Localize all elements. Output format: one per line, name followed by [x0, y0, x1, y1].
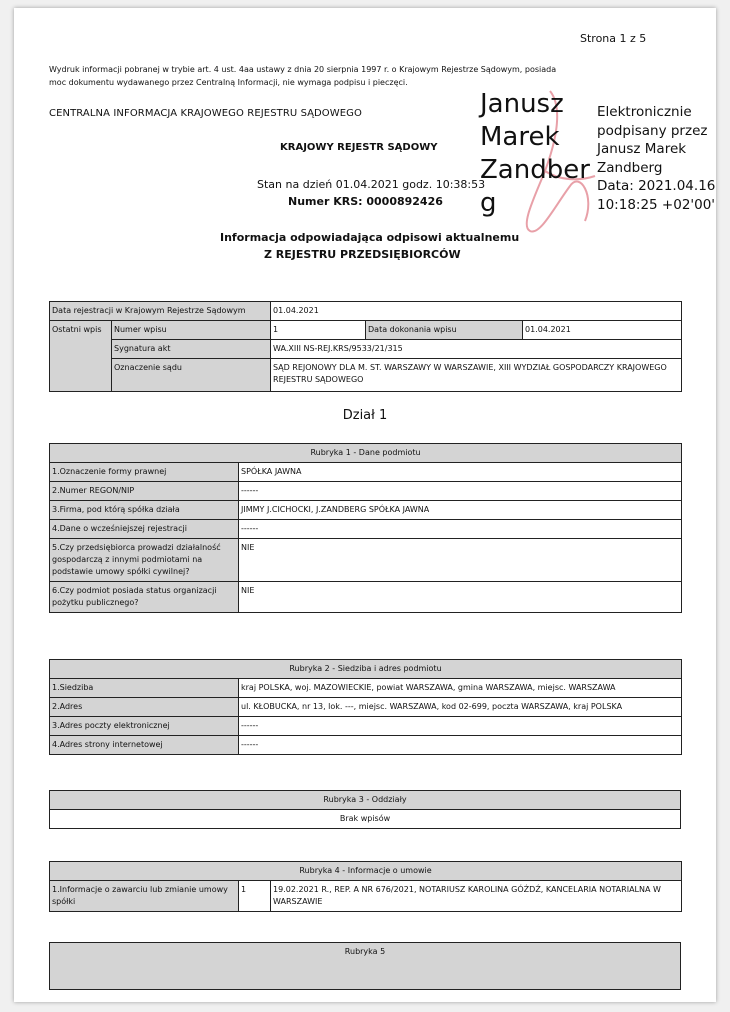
signature-name-line: Marek: [480, 122, 560, 152]
last-entry-label: Ostatni wpis: [50, 321, 112, 392]
info-title-line1: Informacja odpowiadająca odpisowi aktualnemu: [220, 231, 520, 244]
krs-number: Numer KRS: 0000892426: [288, 195, 443, 208]
table-row: [50, 810, 681, 829]
row-label: 3.Adres poczty elektronicznej: [50, 717, 239, 736]
row-value: 19.02.2021 R., REP. A NR 676/2021, NOTARIUSZ KAROLINA GÓŹDŹ, KANCELARIA NOTARIALNA W WARSZAWIE: [271, 881, 682, 912]
signature-detail-line: podpisany przez: [597, 122, 708, 139]
case-signature-value: WA.XIII NS-REJ.KRS/9533/21/315: [271, 340, 682, 359]
table-row: [50, 791, 681, 810]
table-row: [50, 679, 682, 698]
row-value: NIE: [239, 582, 682, 613]
signature-name-line: Janusz: [480, 89, 564, 119]
row-index: 1: [239, 881, 271, 912]
row-label: 1.Informacje o zawarciu lub zmianie umowy spółki: [50, 881, 239, 912]
table-row: [50, 340, 682, 359]
info-title-line2: Z REJESTRU PRZEDSIĘBIORCÓW: [264, 248, 461, 261]
table-row: [50, 943, 681, 990]
row-label: 5.Czy przedsiębiorca prowadzi działalność gospodarczą z innymi podmiotami na podstawie umowy spółki cywilnej?: [50, 539, 239, 582]
table-row: [50, 321, 682, 340]
disclaimer-text: Wydruk informacji pobranej w trybie art. 4 ust. 4aa ustawy z dnia 20 sierpnia 1997 r. o Krajowym Rejestrze Sądowym, posiada moc dokumentu wydawanego przez Centralną Informacji, nie wymaga podpisu i pieczęci.: [49, 65, 557, 87]
rubryka2-table: [49, 659, 682, 755]
signature-detail-line: Janusz Marek: [597, 141, 687, 157]
row-label: 4.Dane o wcześniejszej rejestracji: [50, 520, 239, 539]
entry-no-label: Numer wpisu: [112, 321, 271, 340]
rubryka3-empty: Brak wpisów: [50, 810, 681, 829]
table-row: [50, 660, 682, 679]
organization-name: CENTRALNA INFORMACJA KRAJOWEGO REJESTRU SĄDOWEGO: [49, 108, 363, 119]
table-row: [50, 359, 682, 392]
row-label: 4.Adres strony internetowej: [50, 736, 239, 755]
table-row: [50, 482, 682, 501]
case-signature-label: Sygnatura akt: [112, 340, 271, 359]
status-date: Stan na dzień 01.04.2021 godz. 10:38:53: [257, 178, 486, 191]
row-label: 2.Numer REGON/NIP: [50, 482, 239, 501]
signature-detail-line: Data: 2021.04.16: [597, 178, 716, 194]
signature-name-line: Zandber: [480, 155, 590, 185]
rubryka4-title: Rubryka 4 - Informacje o umowie: [50, 862, 682, 881]
page-number: Strona 1 z 5: [580, 32, 647, 45]
section-title: Dział 1: [342, 408, 388, 423]
rubryka1-table: [49, 443, 682, 613]
rubryka5-table: [49, 942, 681, 990]
row-label: 6.Czy podmiot posiada status organizacji pożytku publicznego?: [50, 582, 239, 613]
table-row: [50, 463, 682, 482]
rubryka2-title: Rubryka 2 - Siedziba i adres podmiotu: [50, 660, 682, 679]
row-value: ul. KŁOBUCKA, nr 13, lok. ---, miejsc. WARSZAWA, kod 02-699, poczta WARSZAWA, kraj POLSKA: [239, 698, 682, 717]
row-value: JIMMY J.CICHOCKI, J.ZANDBERG SPÓŁKA JAWNA: [239, 501, 682, 520]
row-value: kraj POLSKA, woj. MAZOWIECKIE, powiat WARSZAWA, gmina WARSZAWA, miejsc. WARSZAWA: [239, 679, 682, 698]
signature-detail-line: 10:18:25 +02'00': [597, 196, 716, 213]
rubryka1-title: Rubryka 1 - Dane podmiotu: [50, 444, 682, 463]
signature-details: [597, 103, 716, 214]
table-row: [50, 539, 682, 582]
document-page: [14, 8, 716, 1002]
table-row: [50, 302, 682, 321]
signature-name: [480, 88, 600, 220]
row-value: ------: [239, 482, 682, 501]
signature-name-line: g: [480, 188, 497, 218]
registration-table: [49, 301, 682, 392]
rubryka3-title: Rubryka 3 - Oddziały: [50, 791, 681, 810]
row-value: NIE: [239, 539, 682, 582]
row-value: ------: [239, 520, 682, 539]
court-label: Oznaczenie sądu: [112, 359, 271, 392]
register-title: KRAJOWY REJESTR SĄDOWY: [280, 142, 438, 153]
entry-date-label: Data dokonania wpisu: [366, 321, 523, 340]
table-row: [50, 444, 682, 463]
table-row: [50, 520, 682, 539]
row-label: 1.Oznaczenie formy prawnej: [50, 463, 239, 482]
entry-date-value: 01.04.2021: [523, 321, 682, 340]
row-label: 3.Firma, pod którą spółka działa: [50, 501, 239, 520]
table-row: [50, 881, 682, 912]
signature-detail-line: Elektronicznie: [597, 104, 692, 120]
table-row: [50, 698, 682, 717]
rubryka3-table: [49, 790, 681, 829]
row-value: SPÓŁKA JAWNA: [239, 463, 682, 482]
reg-date-value: 01.04.2021: [271, 302, 682, 321]
row-value: ------: [239, 736, 682, 755]
row-value: ------: [239, 717, 682, 736]
reg-date-label: Data rejestracji w Krajowym Rejestrze Sądowym: [50, 302, 271, 321]
row-label: 1.Siedziba: [50, 679, 239, 698]
rubryka5-title: Rubryka 5: [50, 943, 681, 990]
table-row: [50, 582, 682, 613]
court-value: SĄD REJONOWY DLA M. ST. WARSZAWY W WARSZAWIE, XIII WYDZIAŁ GOSPODARCZY KRAJOWEGO REJESTRU SĄDOWEGO: [271, 359, 682, 392]
table-row: [50, 736, 682, 755]
row-label: 2.Adres: [50, 698, 239, 717]
table-row: [50, 717, 682, 736]
rubryka4-table: [49, 861, 682, 912]
signature-detail-line: Zandberg: [597, 159, 663, 176]
entry-no-value: 1: [271, 321, 366, 340]
table-row: [50, 862, 682, 881]
table-row: [50, 501, 682, 520]
